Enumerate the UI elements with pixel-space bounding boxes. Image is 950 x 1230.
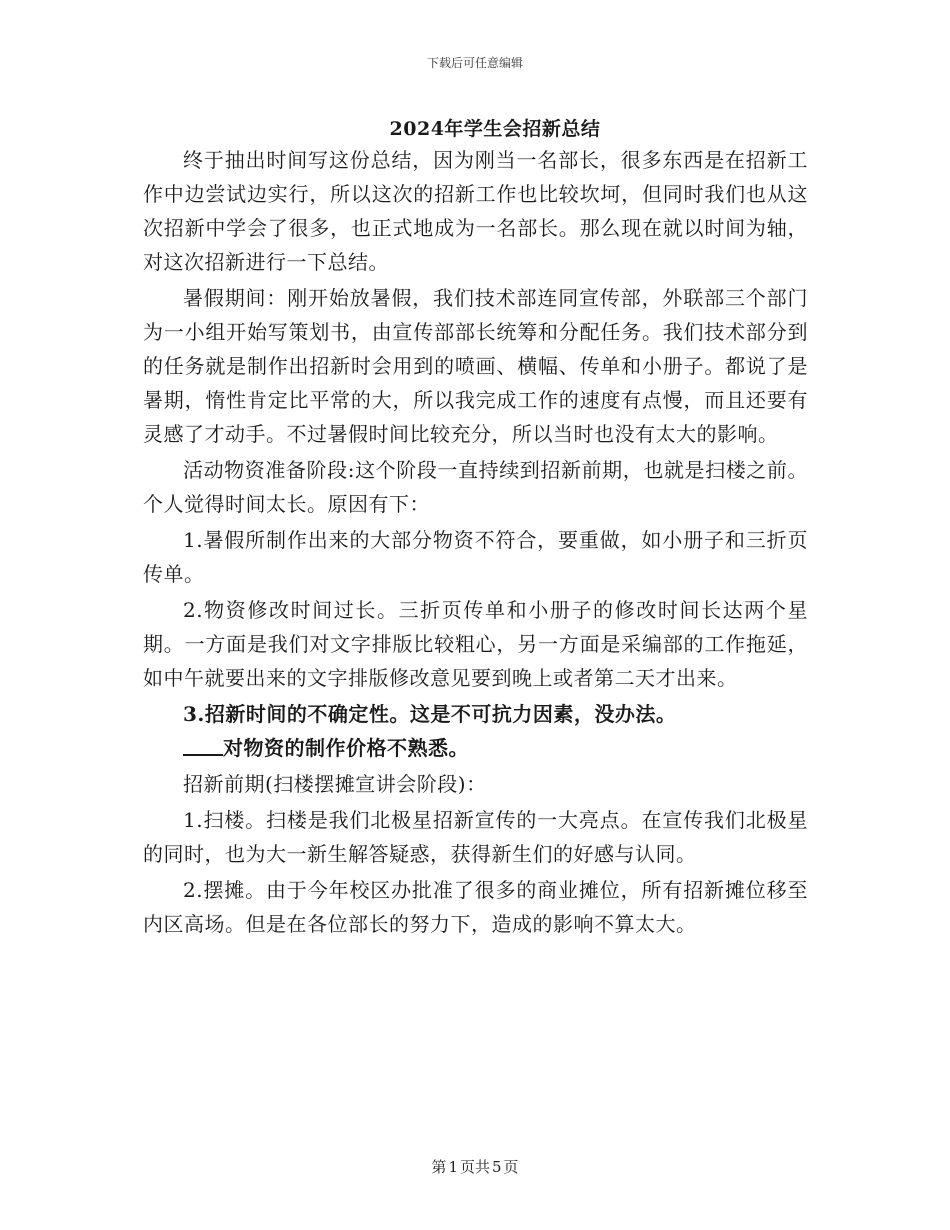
- footer-prefix: 第: [431, 1158, 447, 1176]
- document-title: 2024年学生会招新总结: [389, 118, 601, 140]
- paragraph-materials-stage: 活动物资准备阶段:这个阶段一直持续到招新前期，也就是扫楼之前。个人觉得时间太长。原因有下：: [143, 458, 808, 516]
- paragraph-sweep: 1.扫楼。扫楼是我们北极星招新宣传的一大亮点。在宣传我们北极星的同时，也为大一新生解答疑惑，获得新生们的好感与认同。: [143, 808, 808, 866]
- paragraph-intro: 终于抽出时间写这份总结，因为刚当一名部长，很多东西是在招新工作中边尝试边实行，所以这次的招新工作也比较坎坷，但同时我们也从这次招新中学会了很多，也正式地成为一名部长。那么现在就以时间为轴，对这次招新进行一下总结。: [143, 148, 808, 274]
- footer-middle: 页共: [459, 1158, 490, 1176]
- paragraph-reason-4-text: 对物资的制作价格不熟悉。: [223, 736, 469, 760]
- footer-suffix: 页: [503, 1158, 519, 1176]
- paragraph-summer: 暑假期间：刚开始放暑假，我们技术部连同宣传部，外联部三个部门为一小组开始写策划书，由宣传部部长统筹和分配任务。我们技术部分到的任务就是制作出招新时会用到的喷画、横幅、传单和小册子。都说了是暑期，惰性肯定比平常的大，所以我完成工作的速度有点慢，而且还要有灵感了才动手。不过暑假时间比较充分，所以当时也没有太大的影响。: [143, 286, 808, 446]
- paragraph-reason-1: 1.暑假所制作出来的大部分物资不符合，要重做，如小册子和三折页传单。: [143, 528, 808, 586]
- paragraph-reason-4: [143, 731, 808, 765]
- page-footer: [0, 1156, 950, 1177]
- footer-total-pages: 5: [492, 1158, 502, 1176]
- paragraph-booth: 2.摆摊。由于今年校区办批准了很多的商业摊位，所有招新摊位移至内区高场。但是在各位部长的努力下，造成的影响不算太大。: [143, 878, 808, 936]
- paragraph-early-stage: 招新前期(扫楼摆摊宣讲会阶段)：: [183, 772, 487, 796]
- document-body: [143, 143, 808, 941]
- paragraph-reason-3: 3.招新时间的不确定性。这是不可抗力因素，没办法。: [183, 702, 677, 726]
- footer-page-number: 1: [448, 1158, 458, 1176]
- paragraph-reason-2: 2.物资修改时间过长。三折页传单和小册子的修改时间长达两个星期。一方面是我们对文字排版比较粗心，另一方面是采编部的工作拖延，如中午就要出来的文字排版修改意见要到晚上或者第二天才出来。: [143, 598, 808, 690]
- header-note: 下载后可任意编辑: [426, 56, 523, 70]
- fill-in-blank-line: [183, 736, 223, 756]
